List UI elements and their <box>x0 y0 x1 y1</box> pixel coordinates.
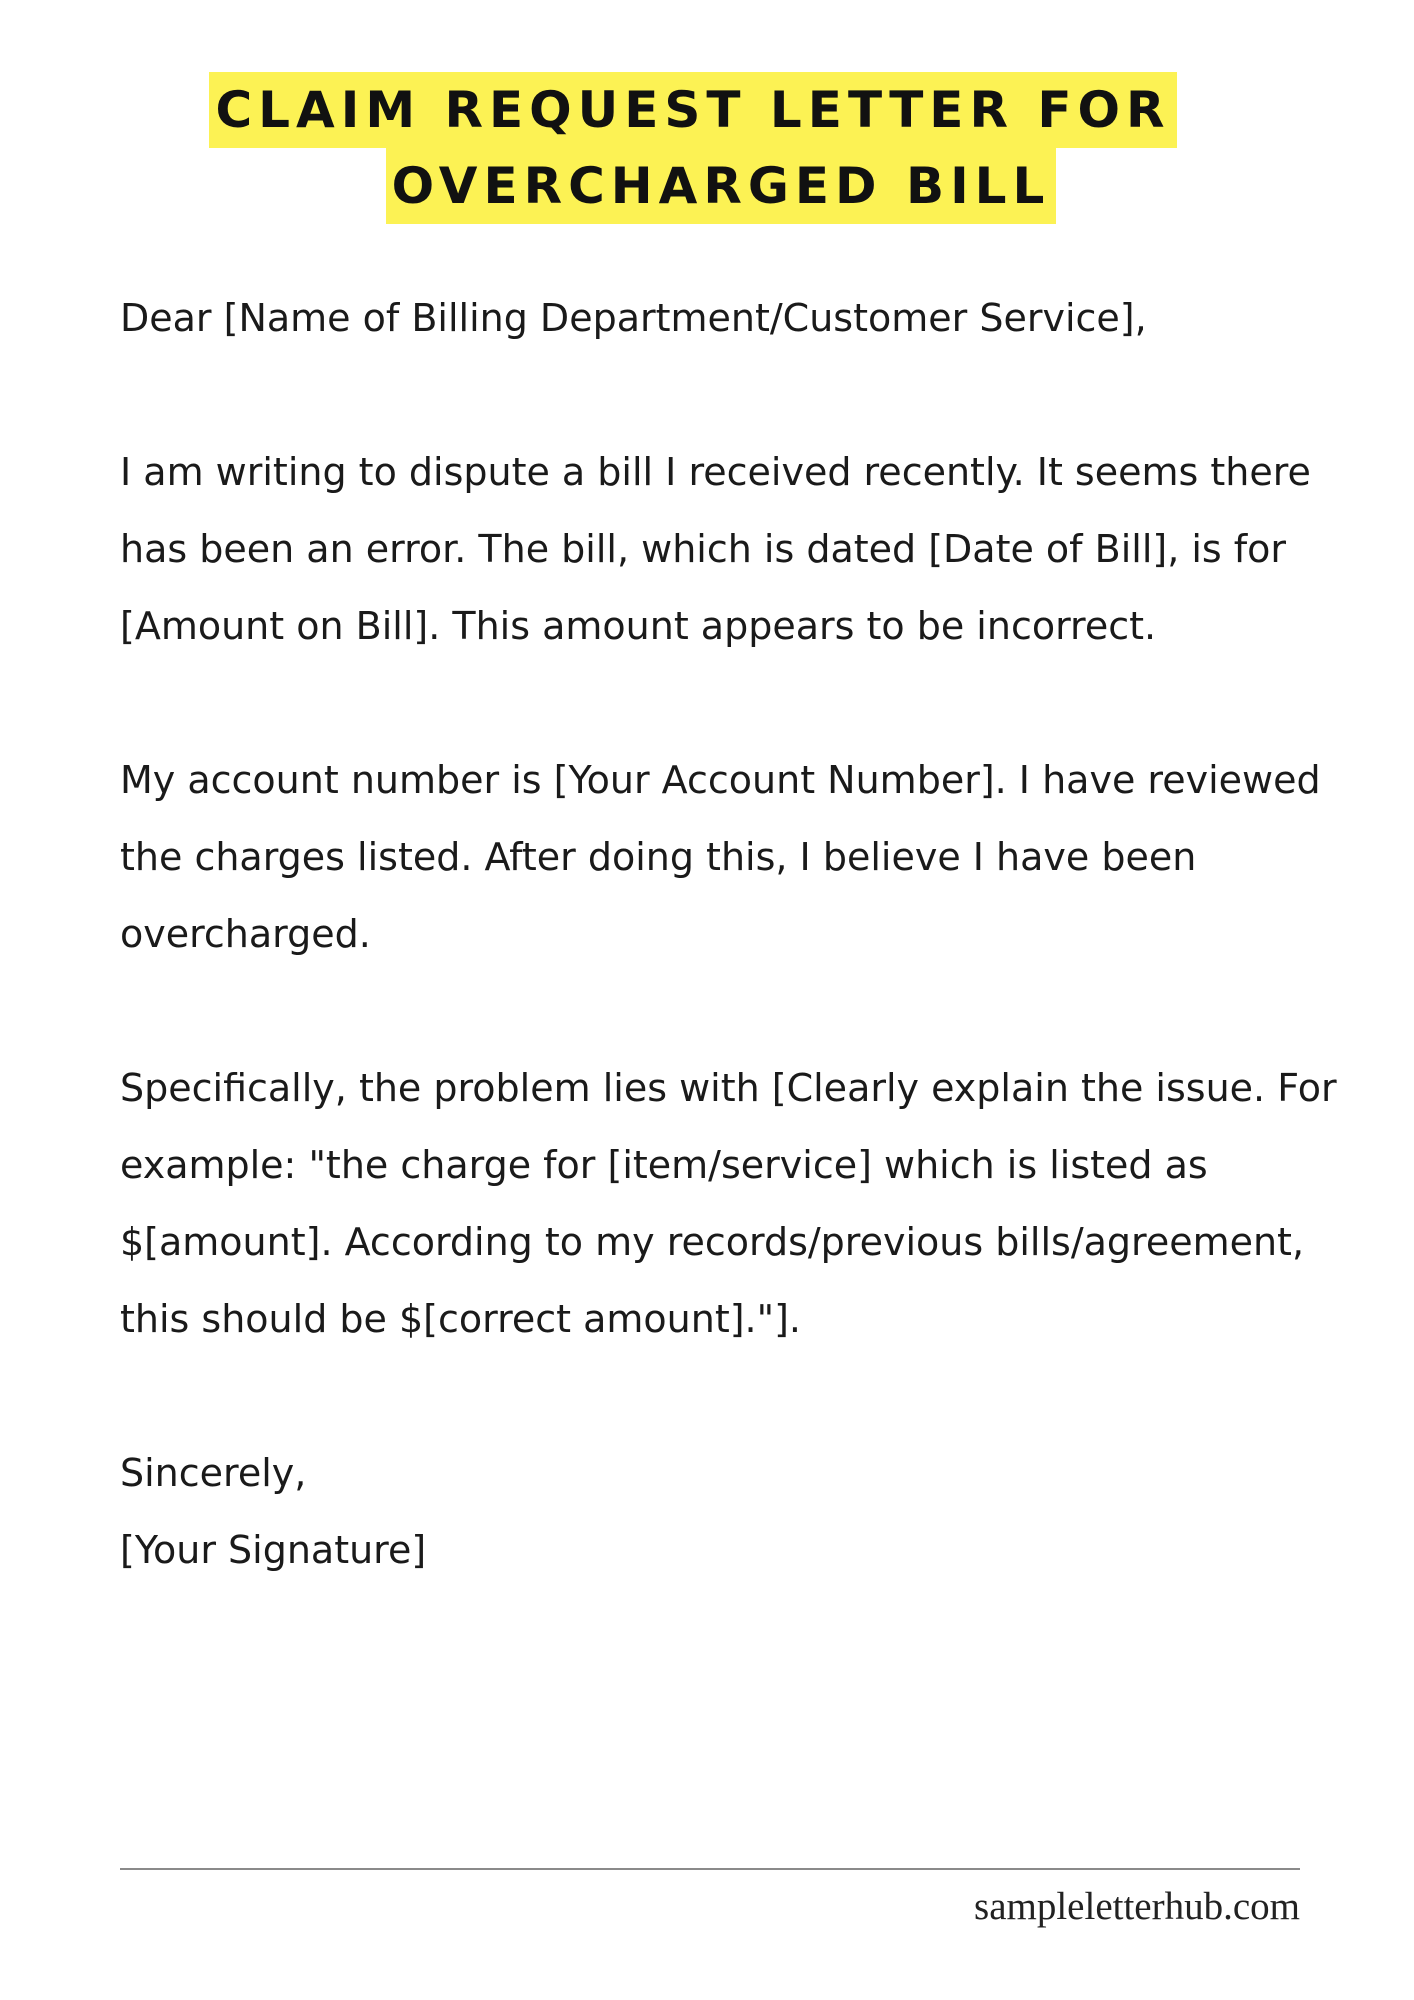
paragraph-account: My account number is [Your Account Number]. I have reviewed the charges listed. After doing this, I believe I have been overcharged. <box>120 758 1321 956</box>
footer-divider <box>120 1868 1300 1870</box>
closing: Sincerely, <box>120 1451 307 1495</box>
paragraph-dispute: I am writing to dispute a bill I received recently. It seems there has been an error. The bill, which is dated [Date of Bill], is for [Amount on Bill]. This amount appears to be incorrect. <box>120 450 1311 648</box>
salutation: Dear [Name of Billing Department/Customer Service], <box>120 296 1147 340</box>
signature: [Your Signature] <box>120 1528 427 1572</box>
letter-body <box>120 280 1360 1589</box>
paragraph-issue: Specifically, the problem lies with [Clearly explain the issue. For example: "the charge for [item/service] which is listed as $[amount]. According to my records/previous bills/agreement, this should be $[correct amount]."]. <box>120 1066 1337 1341</box>
document-title <box>0 72 1414 224</box>
title-line-2: OVERCHARGED BILL <box>386 148 1057 224</box>
title-line-1: CLAIM REQUEST LETTER FOR <box>209 72 1176 148</box>
footer-website: sampleletterhub.com <box>974 1885 1300 1928</box>
